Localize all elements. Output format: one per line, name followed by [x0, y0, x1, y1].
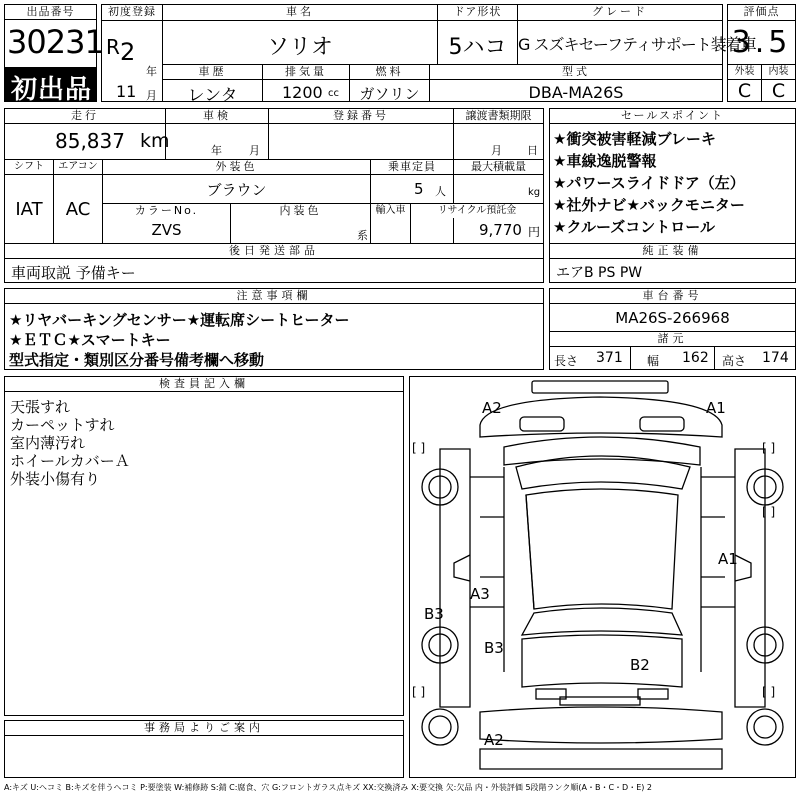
length: 371 — [596, 350, 623, 366]
inspector-line: 天張すれ — [10, 398, 71, 416]
height-label: 高さ — [722, 354, 747, 368]
shift-label: シフト — [5, 160, 53, 174]
sales-point-item: ★衝突被害軽減ブレーキ — [553, 130, 716, 148]
note-line: ★リヤバーキングセンサー★運転席シートヒーター — [9, 311, 350, 329]
recycle-deposit: 9,770 — [479, 221, 522, 239]
inspector-line: ホイールカバーＡ — [10, 452, 130, 470]
length-label: 長さ — [554, 354, 579, 368]
exterior-color: ブラウン — [206, 181, 267, 199]
reg-no-label: 登録番号 — [269, 109, 453, 123]
displacement: 1200 — [282, 83, 323, 102]
month-unit: 月 — [146, 89, 157, 102]
grade-label: グレード — [518, 5, 722, 19]
capacity: 5 — [414, 180, 424, 198]
inspector-line: 室内薄汚れ — [10, 434, 86, 452]
first-reg-label: 初度登録 — [102, 5, 162, 19]
damage-diagram — [409, 376, 796, 778]
car-name: ソリオ — [267, 35, 333, 60]
sales-point-item: ★クルーズコントロール — [553, 218, 715, 236]
capacity-unit: 人 — [435, 185, 446, 198]
door-label: ドア形状 — [438, 5, 517, 19]
sales-points-label: セールスポイント — [550, 109, 795, 124]
mileage-unit: km — [140, 130, 170, 152]
fuel-label: 燃料 — [350, 65, 429, 79]
sales-point-item: ★車線逸脱警報 — [553, 152, 657, 170]
history-label: 車歴 — [163, 65, 262, 79]
ext-label: 外装 — [728, 65, 761, 79]
inspector-line: 外装小傷有り — [10, 470, 101, 488]
damage-mark: B2 — [630, 656, 650, 674]
bracket: [ ] — [762, 505, 776, 519]
chassis-label: 車台番号 — [550, 289, 795, 304]
standard-equipment-label: 純正装備 — [550, 244, 795, 258]
damage-mark: B3 — [484, 639, 504, 657]
inspection-label: 車検 — [166, 109, 268, 123]
sales-point-item: ★社外ナビ★バックモニター — [553, 196, 745, 214]
score-box — [727, 4, 796, 102]
standard-equipment: エアB PS PW — [556, 265, 643, 281]
transfer-month-unit: 月 — [491, 144, 502, 157]
import-label: 輸入車 — [371, 204, 410, 218]
first-reg-era: R — [106, 35, 120, 59]
spec-label: 諸元 — [550, 332, 795, 346]
mileage: 85,837 — [55, 129, 125, 153]
damage-mark: A2 — [484, 731, 504, 749]
displacement-label: 排気量 — [263, 65, 349, 79]
notes-label: 注意事項欄 — [5, 289, 543, 304]
inspector-box — [4, 376, 404, 716]
air-conditioner: AC — [65, 199, 91, 220]
office-box — [4, 720, 404, 778]
car-outline-diagram — [410, 377, 795, 777]
fuel: ガソリン — [359, 85, 420, 103]
inspector-line: カーペットすれ — [10, 416, 115, 434]
history: レンタ — [187, 86, 238, 106]
interior-color-unit: 系 — [357, 229, 368, 242]
ac-label: エアコン — [54, 160, 102, 174]
transfer-day-unit: 日 — [527, 144, 538, 157]
recycle-label: リサイクル預託金 — [411, 204, 543, 218]
max-load-label: 最大積載量 — [454, 160, 543, 174]
bracket: [ ] — [412, 441, 426, 455]
color-number: ZVS — [151, 221, 182, 239]
transfer-label: 譲渡書類期限 — [454, 109, 543, 123]
bracket: [ ] — [412, 685, 426, 699]
damage-mark: A3 — [470, 585, 490, 603]
mileage-label: 走行 — [5, 109, 165, 123]
first-reg-year: 2 — [120, 38, 136, 66]
damage-mark: B3 — [424, 605, 444, 623]
ext-grade: C — [737, 80, 752, 102]
score: 3.5 — [731, 25, 792, 60]
notes-box — [4, 288, 544, 370]
model-label: 型式 — [430, 65, 722, 79]
recycle-unit: 円 — [528, 225, 541, 239]
sales-point-item: ★パワースライドドア（左） — [553, 174, 745, 192]
inspector-label: 検査員記入欄 — [5, 377, 403, 392]
door-type: 5ハコ — [448, 35, 507, 60]
color-no-label: カラーNo. — [103, 204, 230, 218]
chassis-number: MA26S-266968 — [615, 309, 730, 327]
damage-mark: A2 — [482, 399, 502, 417]
int-label: 内装 — [762, 65, 795, 79]
car-name-label: 車名 — [163, 5, 437, 19]
height: 174 — [762, 350, 789, 366]
displacement-unit: cc — [328, 88, 339, 99]
later-parts: 車両取説 予備キー — [11, 264, 136, 282]
lot-number-label: 出品番号 — [5, 5, 96, 20]
note-line: ★ＥＴＣ★スマートキー — [9, 331, 171, 349]
damage-mark: A1 — [706, 399, 726, 417]
exterior-color-label: 外装色 — [103, 160, 370, 174]
sales-points-box — [549, 108, 796, 283]
later-parts-label: 後日発送部品 — [5, 244, 543, 258]
inspection-month-unit: 月 — [249, 144, 260, 157]
damage-mark: A1 — [718, 550, 738, 568]
first-reg-month: 11 — [116, 82, 137, 101]
interior-color-label: 内装色 — [231, 204, 370, 218]
score-label: 評価点 — [728, 5, 795, 19]
inspection-year-unit: 年 — [211, 144, 222, 157]
lot-number: 30231 — [7, 23, 104, 61]
max-load-unit: kg — [528, 187, 541, 198]
capacity-label: 乗車定員 — [371, 160, 453, 174]
legend: A:キズ U:ヘコミ B:キズを伴うヘコミ P:要塗装 W:補修跡 S:錆 C:腐食、穴 G:フロントガラス点キズ XX:交換済み X:要交換 欠:欠品 内・外装評価 5段階ランク順(A・B・C・D・E) 2 — [4, 783, 653, 792]
grade: G スズキセーフティサポート装着車 — [518, 35, 756, 54]
year-unit: 年 — [146, 65, 157, 78]
bracket: [ ] — [762, 685, 776, 699]
shift: IAT — [15, 199, 43, 220]
bracket: [ ] — [762, 441, 776, 455]
chassis-box — [549, 288, 796, 370]
model: DBA-MA26S — [528, 83, 624, 102]
first-listing-text: 初出品 — [11, 75, 93, 105]
office-label: 事務局よりご案内 — [5, 721, 403, 736]
int-grade: C — [771, 80, 786, 102]
info-box — [4, 108, 544, 283]
width: 162 — [682, 350, 709, 366]
lot-number-box — [4, 4, 104, 105]
width-label: 幅 — [647, 354, 660, 368]
note-line: 型式指定・類別区分番号備考欄へ移動 — [9, 351, 265, 369]
